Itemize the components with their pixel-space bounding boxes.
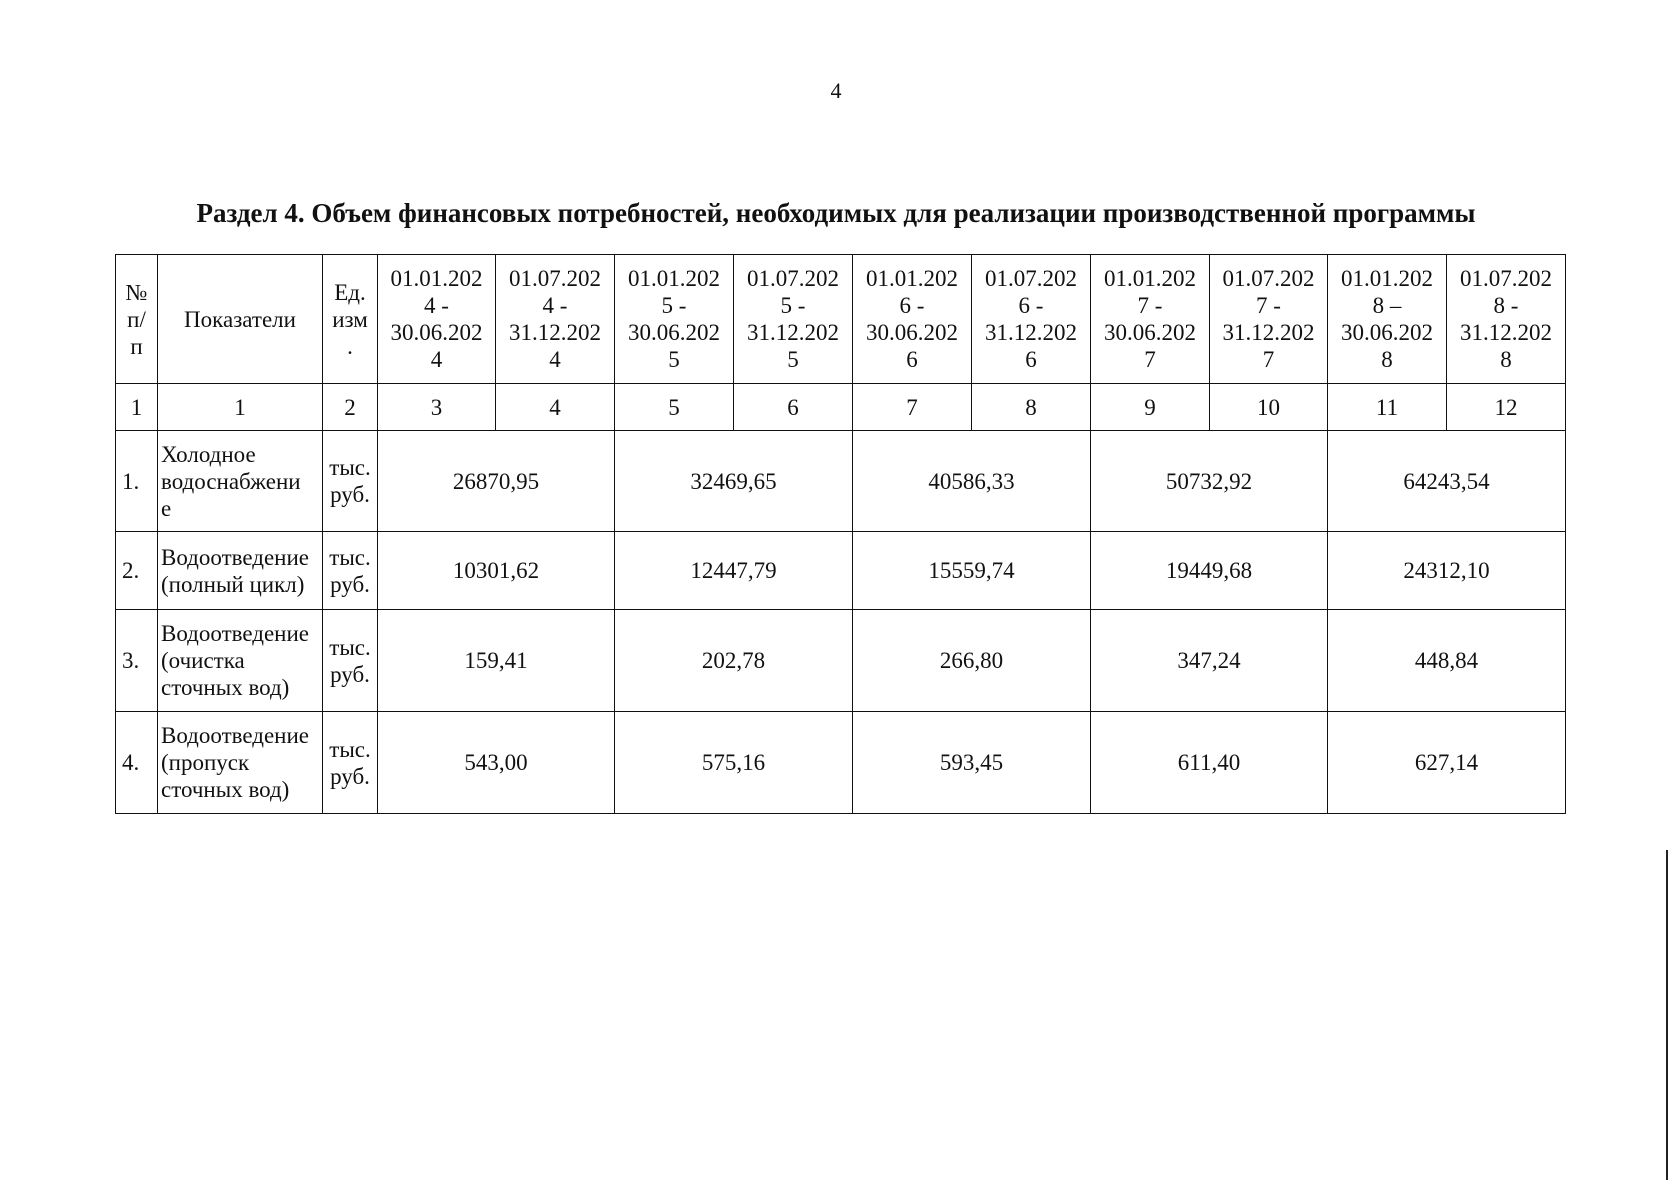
- row-unit: тыс. руб.: [323, 532, 378, 610]
- section-title: Раздел 4. Объем финансовых потребностей, необходимых для реализации производственной программы: [196, 198, 1476, 228]
- header-indicator: Показатели: [158, 255, 323, 384]
- value-2026: 40586,33: [853, 431, 1091, 532]
- row-number: 4.: [116, 712, 158, 814]
- header-period-9: 01.01.202 8 – 30.06.202 8: [1328, 255, 1447, 384]
- value-2026: 15559,74: [853, 532, 1091, 610]
- value-2025: 32469,65: [615, 431, 853, 532]
- value-2024: 543,00: [378, 712, 615, 814]
- column-number: 3: [378, 384, 496, 431]
- financial-needs-table: [115, 254, 1566, 814]
- value-2024: 26870,95: [378, 431, 615, 532]
- table-row: [116, 431, 1566, 532]
- value-2027: 347,24: [1091, 610, 1328, 712]
- header-period-3: 01.01.202 5 - 30.06.202 5: [615, 255, 734, 384]
- column-number: 7: [853, 384, 972, 431]
- row-indicator: Водоотведение (очистка сточных вод): [158, 610, 323, 712]
- page-number: 4: [830, 78, 842, 103]
- value-2025: 202,78: [615, 610, 853, 712]
- value-2027: 611,40: [1091, 712, 1328, 814]
- value-2027: 50732,92: [1091, 431, 1328, 532]
- table-row: [116, 712, 1566, 814]
- row-indicator: Холодное водоснабжени е: [158, 431, 323, 532]
- header-unit: Ед. изм .: [323, 255, 378, 384]
- row-number: 1.: [116, 431, 158, 532]
- column-number: 6: [734, 384, 853, 431]
- value-2025: 12447,79: [615, 532, 853, 610]
- value-2026: 593,45: [853, 712, 1091, 814]
- column-number-row: [116, 384, 1566, 431]
- value-2024: 10301,62: [378, 532, 615, 610]
- column-number: 8: [972, 384, 1091, 431]
- value-2026: 266,80: [853, 610, 1091, 712]
- table-row: [116, 610, 1566, 712]
- value-2028: 64243,54: [1328, 431, 1566, 532]
- value-2028: 448,84: [1328, 610, 1566, 712]
- table-row: [116, 532, 1566, 610]
- row-number: 3.: [116, 610, 158, 712]
- header-period-2: 01.07.202 4 - 31.12.202 4: [496, 255, 615, 384]
- column-number: 11: [1328, 384, 1447, 431]
- row-unit: тыс. руб.: [323, 712, 378, 814]
- column-number: 2: [323, 384, 378, 431]
- table-header-row: [116, 255, 1566, 384]
- column-number: 1: [158, 384, 323, 431]
- column-number: 4: [496, 384, 615, 431]
- row-unit: тыс. руб.: [323, 610, 378, 712]
- row-number: 2.: [116, 532, 158, 610]
- scan-edge-line: [1666, 850, 1668, 1180]
- column-number: 10: [1210, 384, 1328, 431]
- header-period-8: 01.07.202 7 - 31.12.202 7: [1210, 255, 1328, 384]
- value-2024: 159,41: [378, 610, 615, 712]
- row-indicator: Водоотведение (полный цикл): [158, 532, 323, 610]
- header-period-1: 01.01.202 4 - 30.06.202 4: [378, 255, 496, 384]
- value-2028: 627,14: [1328, 712, 1566, 814]
- header-period-4: 01.07.202 5 - 31.12.202 5: [734, 255, 853, 384]
- column-number: 5: [615, 384, 734, 431]
- value-2028: 24312,10: [1328, 532, 1566, 610]
- column-number: 1: [116, 384, 158, 431]
- header-period-5: 01.01.202 6 - 30.06.202 6: [853, 255, 972, 384]
- header-period-6: 01.07.202 6 - 31.12.202 6: [972, 255, 1091, 384]
- value-2025: 575,16: [615, 712, 853, 814]
- column-number: 12: [1447, 384, 1566, 431]
- row-indicator: Водоотведение (пропуск сточных вод): [158, 712, 323, 814]
- row-unit: тыс. руб.: [323, 431, 378, 532]
- header-num: № п/ п: [116, 255, 158, 384]
- column-number: 9: [1091, 384, 1210, 431]
- value-2027: 19449,68: [1091, 532, 1328, 610]
- header-period-7: 01.01.202 7 - 30.06.202 7: [1091, 255, 1210, 384]
- header-period-10: 01.07.202 8 - 31.12.202 8: [1447, 255, 1566, 384]
